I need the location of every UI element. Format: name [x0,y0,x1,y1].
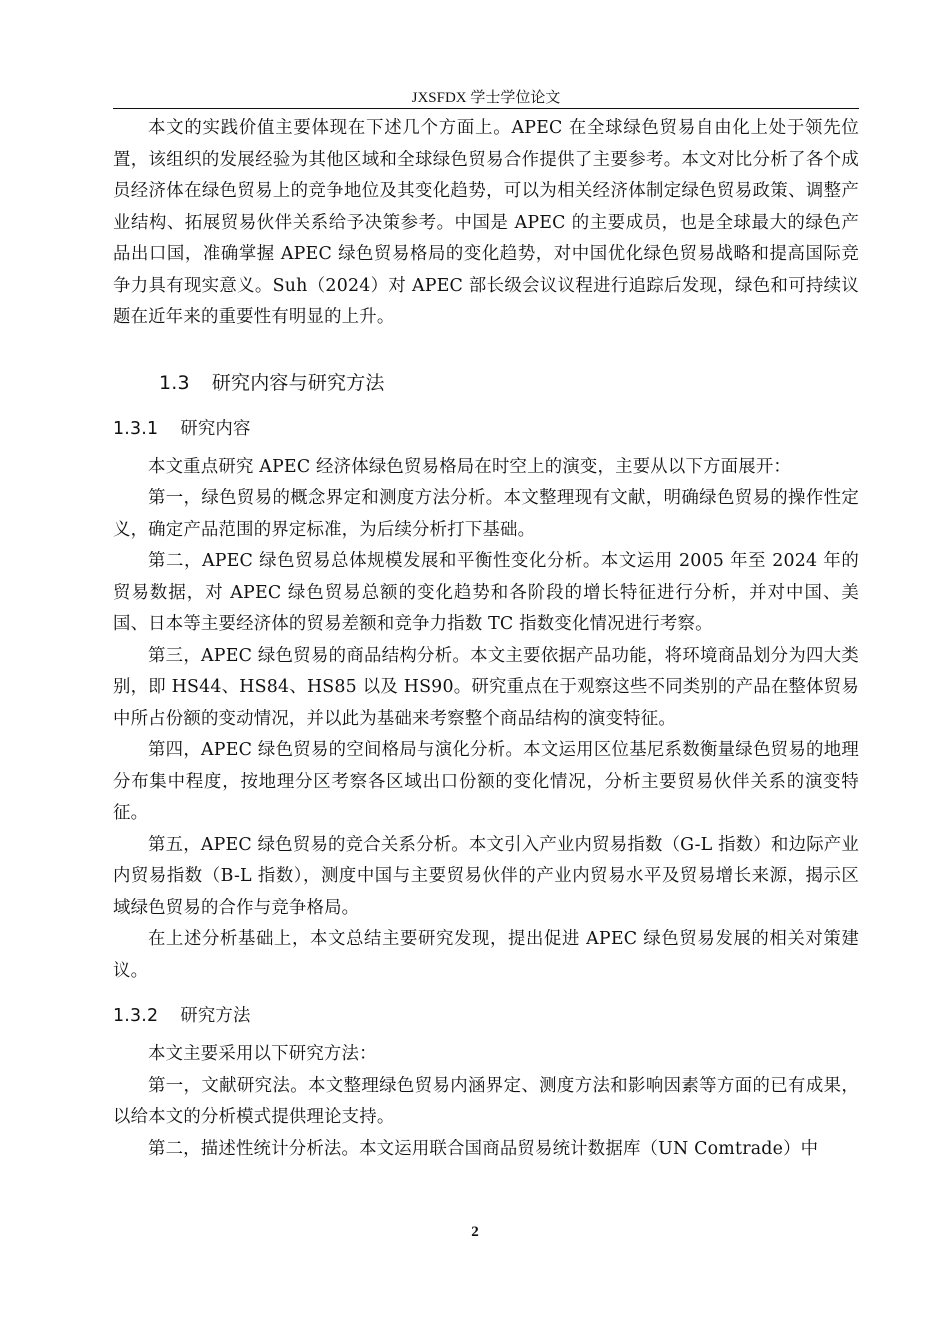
paragraph: 本文主要采用以下研究方法： [148,1044,377,1064]
subsection-title: 研究方法 [180,1006,251,1026]
section-heading-1-3 [159,368,859,398]
paragraph: 第一，绿色贸易的概念界定和测度方法分析。本文整理现有文献，明确绿色贸易的操作性定义，确定产品范围的界定标准，为后续分析打下基础。 [113,488,859,540]
paragraph: 在上述分析基础上，本文总结主要研究发现，提出促进 APEC 绿色贸易发展的相关对策建议。 [113,929,859,981]
paragraph: 第三，APEC 绿色贸易的商品结构分析。本文主要依据产品功能，将环境商品划分为四大类别，即 HS44、HS84、HS85 以及 HS90。研究重点在于观察这些不同类别的产品在整体贸易中所占份额的变动情况，并以此为基础来考察整个商品结构的演变特征。 [113,645,859,729]
paragraph: 第五，APEC 绿色贸易的竞合关系分析。本文引入产业内贸易指数（G-L 指数）和边际产业内贸易指数（B-L 指数），测度中国与主要贸易伙伴的产业内贸易水平及贸易增长来源，揭示区域绿色贸易的合作与竞争格局。 [113,834,859,918]
subsection-title: 研究内容 [180,418,251,439]
header-rule [113,108,859,109]
subsection-number: 1.3.1 [113,418,159,439]
subsection-number: 1.3.2 [113,1006,159,1026]
subsection-heading-1-3-2 [113,1001,859,1031]
paragraph: 本文重点研究 APEC 经济体绿色贸易格局在时空上的演变，主要从以下方面展开： [148,456,792,477]
paragraph-intro: 本文的实践价值主要体现在下述几个方面上。APEC 在全球绿色贸易自由化上处于领先位置，该组织的发展经验为其他区域和全球绿色贸易合作提供了主要参考。本文对比分析了各个成员经济体在绿色贸易上的竞争地位及其变化趋势，可以为相关经济体制定绿色贸易政策、调整产业结构、拓展贸易伙伴关系给予决策参考。中国是 APEC 的主要成员，也是全球最大的绿色产品出口国，准确掌握 APEC 绿色贸易格局的变化趋势，对中国优化绿色贸易战略和提高国际竞争力具有现实意义。Suh（2024）对 APEC 部长级会议议程进行追踪后发现，绿色和可持续议题在近年来的重要性有明显的上升。 [113,118,859,327]
running-header: JXSFDX 学士学位论文 [411,90,561,106]
section-title: 研究内容与研究方法 [211,371,385,394]
body-text [113,113,859,1165]
subsection-heading-1-3-1 [113,414,859,444]
page-number: 2 [471,1224,479,1240]
paragraph: 第一，文献研究法。本文整理绿色贸易内涵界定、测度方法和影响因素等方面的已有成果，以给本文的分析模式提供理论支持。 [113,1075,859,1127]
paragraph: 第四，APEC 绿色贸易的空间格局与演化分析。本文运用区位基尼系数衡量绿色贸易的地理分布集中程度，按地理分区考察各区域出口份额的变化情况，分析主要贸易伙伴关系的演变特征。 [113,740,859,823]
paragraph: 第二，APEC 绿色贸易总体规模发展和平衡性变化分析。本文运用 2005 年至 2024 年的贸易数据，对 APEC 绿色贸易总额的变化趋势和各阶段的增长特征进行分析，并对中国、美国、日本等主要经济体的贸易差额和竞争力指数 TC 指数变化情况进行考察。 [113,551,859,634]
paragraph: 第二，描述性统计分析法。本文运用联合国商品贸易统计数据库（UN Comtrade）中 [148,1138,819,1159]
section-number: 1.3 [159,371,190,394]
